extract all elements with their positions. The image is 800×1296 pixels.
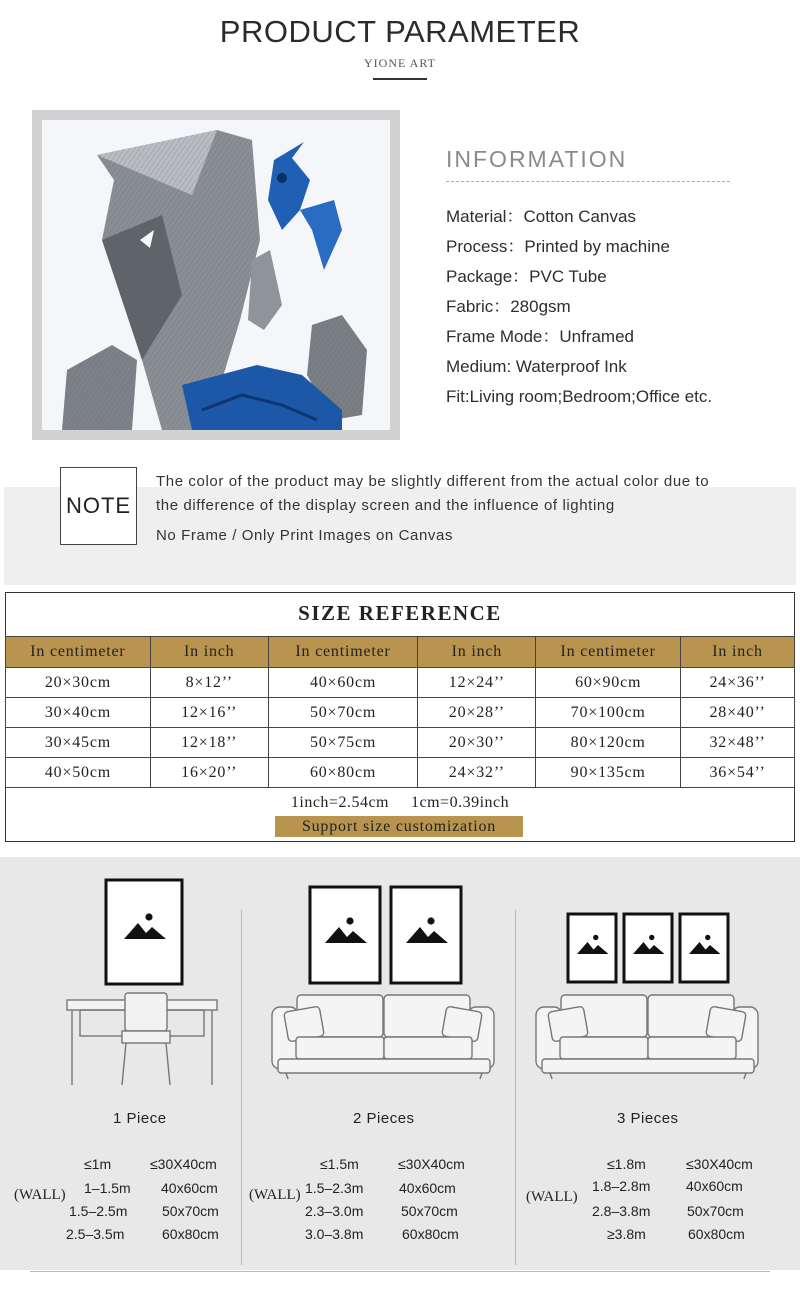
table-row bbox=[6, 698, 795, 728]
frame-size: 60x80cm bbox=[402, 1226, 459, 1242]
note-line-2: the difference of the display screen and the influence of lighting bbox=[156, 497, 615, 514]
wall-width: 1.5–2.3m bbox=[305, 1180, 364, 1196]
information-divider bbox=[446, 181, 730, 182]
page-title: PRODUCT PARAMETER bbox=[219, 14, 581, 49]
product-image bbox=[42, 120, 390, 430]
info-fit: Fit:Living room;Bedroom;Office etc. bbox=[446, 387, 713, 406]
wall-width: 1.5–2.5m bbox=[69, 1203, 128, 1219]
frame-size: 40x60cm bbox=[686, 1178, 743, 1194]
wall-width: ≤1m bbox=[84, 1156, 112, 1172]
table-cell: 50×75cm bbox=[268, 728, 418, 758]
note-line-1: The color of the product may be slightly different from the actual color due to bbox=[156, 473, 710, 490]
one-piece-label: 1 Piece bbox=[113, 1110, 167, 1127]
unit-conversion bbox=[0, 794, 800, 812]
frame-size: 50x70cm bbox=[401, 1203, 458, 1219]
wall-label: (WALL) bbox=[249, 1187, 301, 1203]
three-frames-icon bbox=[568, 914, 728, 982]
wall-label: (WALL) bbox=[14, 1187, 66, 1203]
two-frames-icon bbox=[310, 887, 461, 983]
info-package: Package：PVC Tube bbox=[446, 267, 607, 286]
table-cell: 16×20’’ bbox=[150, 758, 268, 788]
wall-width: 1.8–2.8m bbox=[592, 1178, 651, 1194]
table-cell: 30×45cm bbox=[6, 728, 151, 758]
table-row bbox=[6, 758, 795, 788]
two-pieces-label: 2 Pieces bbox=[353, 1110, 415, 1127]
frame-size: 60x80cm bbox=[688, 1226, 745, 1242]
conversion-cm: 1cm=0.39inch bbox=[411, 794, 510, 811]
wall-width: 1–1.5m bbox=[84, 1180, 131, 1196]
frame-size: ≤30X40cm bbox=[398, 1156, 465, 1172]
table-row bbox=[6, 728, 795, 758]
note-text bbox=[156, 470, 776, 548]
frame-size: 40x60cm bbox=[161, 1180, 218, 1196]
sofa-icon bbox=[272, 995, 494, 1079]
note-label: NOTE bbox=[60, 467, 137, 545]
table-cell: 24×36’’ bbox=[681, 668, 795, 698]
frame-size: ≤30X40cm bbox=[686, 1156, 753, 1172]
information-heading: INFORMATION bbox=[446, 146, 628, 172]
abstract-painting-illustration bbox=[42, 120, 390, 430]
info-medium: Medium: Waterproof Ink bbox=[446, 357, 627, 376]
wall-width: 2.5–3.5m bbox=[66, 1226, 125, 1242]
column-header: In centimeter bbox=[268, 637, 418, 668]
information-list bbox=[446, 202, 766, 412]
table-cell: 12×24’’ bbox=[418, 668, 536, 698]
table-cell: 28×40’’ bbox=[681, 698, 795, 728]
table-cell: 12×16’’ bbox=[150, 698, 268, 728]
note-line-3: No Frame / Only Print Images on Canvas bbox=[156, 527, 454, 544]
information-panel bbox=[446, 146, 766, 412]
single-frame-icon bbox=[106, 880, 182, 984]
table-cell: 50×70cm bbox=[268, 698, 418, 728]
table-cell: 20×30’’ bbox=[418, 728, 536, 758]
info-frame-mode: Frame Mode：Unframed bbox=[446, 327, 635, 346]
table-cell: 36×54’’ bbox=[681, 758, 795, 788]
column-header: In inch bbox=[150, 637, 268, 668]
wall-width: 2.8–3.8m bbox=[592, 1203, 651, 1219]
customization-banner: Support size customization bbox=[275, 816, 523, 837]
frame-size: 40x60cm bbox=[399, 1180, 456, 1196]
wall-width: ≥3.8m bbox=[607, 1226, 646, 1242]
conversion-inch: 1inch=2.54cm bbox=[290, 794, 389, 811]
wall-width: 2.3–3.0m bbox=[305, 1203, 364, 1219]
column-header: In inch bbox=[418, 637, 536, 668]
footer-divider bbox=[30, 1271, 770, 1272]
table-cell: 60×90cm bbox=[536, 668, 681, 698]
brand-name: YIONE ART bbox=[364, 56, 436, 70]
product-image-frame bbox=[32, 110, 400, 440]
table-cell: 20×28’’ bbox=[418, 698, 536, 728]
wall-width: 3.0–3.8m bbox=[305, 1226, 364, 1242]
column-header: In centimeter bbox=[536, 637, 681, 668]
frame-size: 50x70cm bbox=[687, 1203, 744, 1219]
header-divider bbox=[373, 78, 427, 80]
info-material: Material：Cotton Canvas bbox=[446, 207, 636, 226]
three-pieces-label: 3 Pieces bbox=[617, 1110, 679, 1127]
table-row bbox=[6, 668, 795, 698]
table-cell: 30×40cm bbox=[6, 698, 151, 728]
frame-size: 50x70cm bbox=[162, 1203, 219, 1219]
table-cell: 40×50cm bbox=[6, 758, 151, 788]
table-cell: 80×120cm bbox=[536, 728, 681, 758]
table-cell: 20×30cm bbox=[6, 668, 151, 698]
table-cell: 40×60cm bbox=[268, 668, 418, 698]
wall-label: (WALL) bbox=[526, 1189, 578, 1205]
table-cell: 24×32’’ bbox=[418, 758, 536, 788]
desk-chair-icon bbox=[67, 993, 217, 1085]
info-process: Process：Printed by machine bbox=[446, 237, 670, 256]
table-cell: 60×80cm bbox=[268, 758, 418, 788]
table-cell: 32×48’’ bbox=[681, 728, 795, 758]
size-reference-title: SIZE REFERENCE bbox=[298, 601, 502, 625]
placement-illustrations bbox=[0, 857, 800, 1117]
wall-width: ≤1.8m bbox=[607, 1156, 646, 1172]
sofa-icon bbox=[536, 995, 758, 1079]
column-header: In inch bbox=[681, 637, 795, 668]
page-header bbox=[0, 0, 800, 90]
info-fabric: Fabric：280gsm bbox=[446, 297, 571, 316]
size-table-header-row bbox=[6, 637, 795, 668]
frame-size: ≤30X40cm bbox=[150, 1156, 217, 1172]
table-cell: 90×135cm bbox=[536, 758, 681, 788]
wall-width: ≤1.5m bbox=[320, 1156, 359, 1172]
table-cell: 8×12’’ bbox=[150, 668, 268, 698]
frame-size: 60x80cm bbox=[162, 1226, 219, 1242]
column-header: In centimeter bbox=[6, 637, 151, 668]
table-cell: 70×100cm bbox=[536, 698, 681, 728]
size-table bbox=[5, 636, 795, 788]
table-cell: 12×18’’ bbox=[150, 728, 268, 758]
